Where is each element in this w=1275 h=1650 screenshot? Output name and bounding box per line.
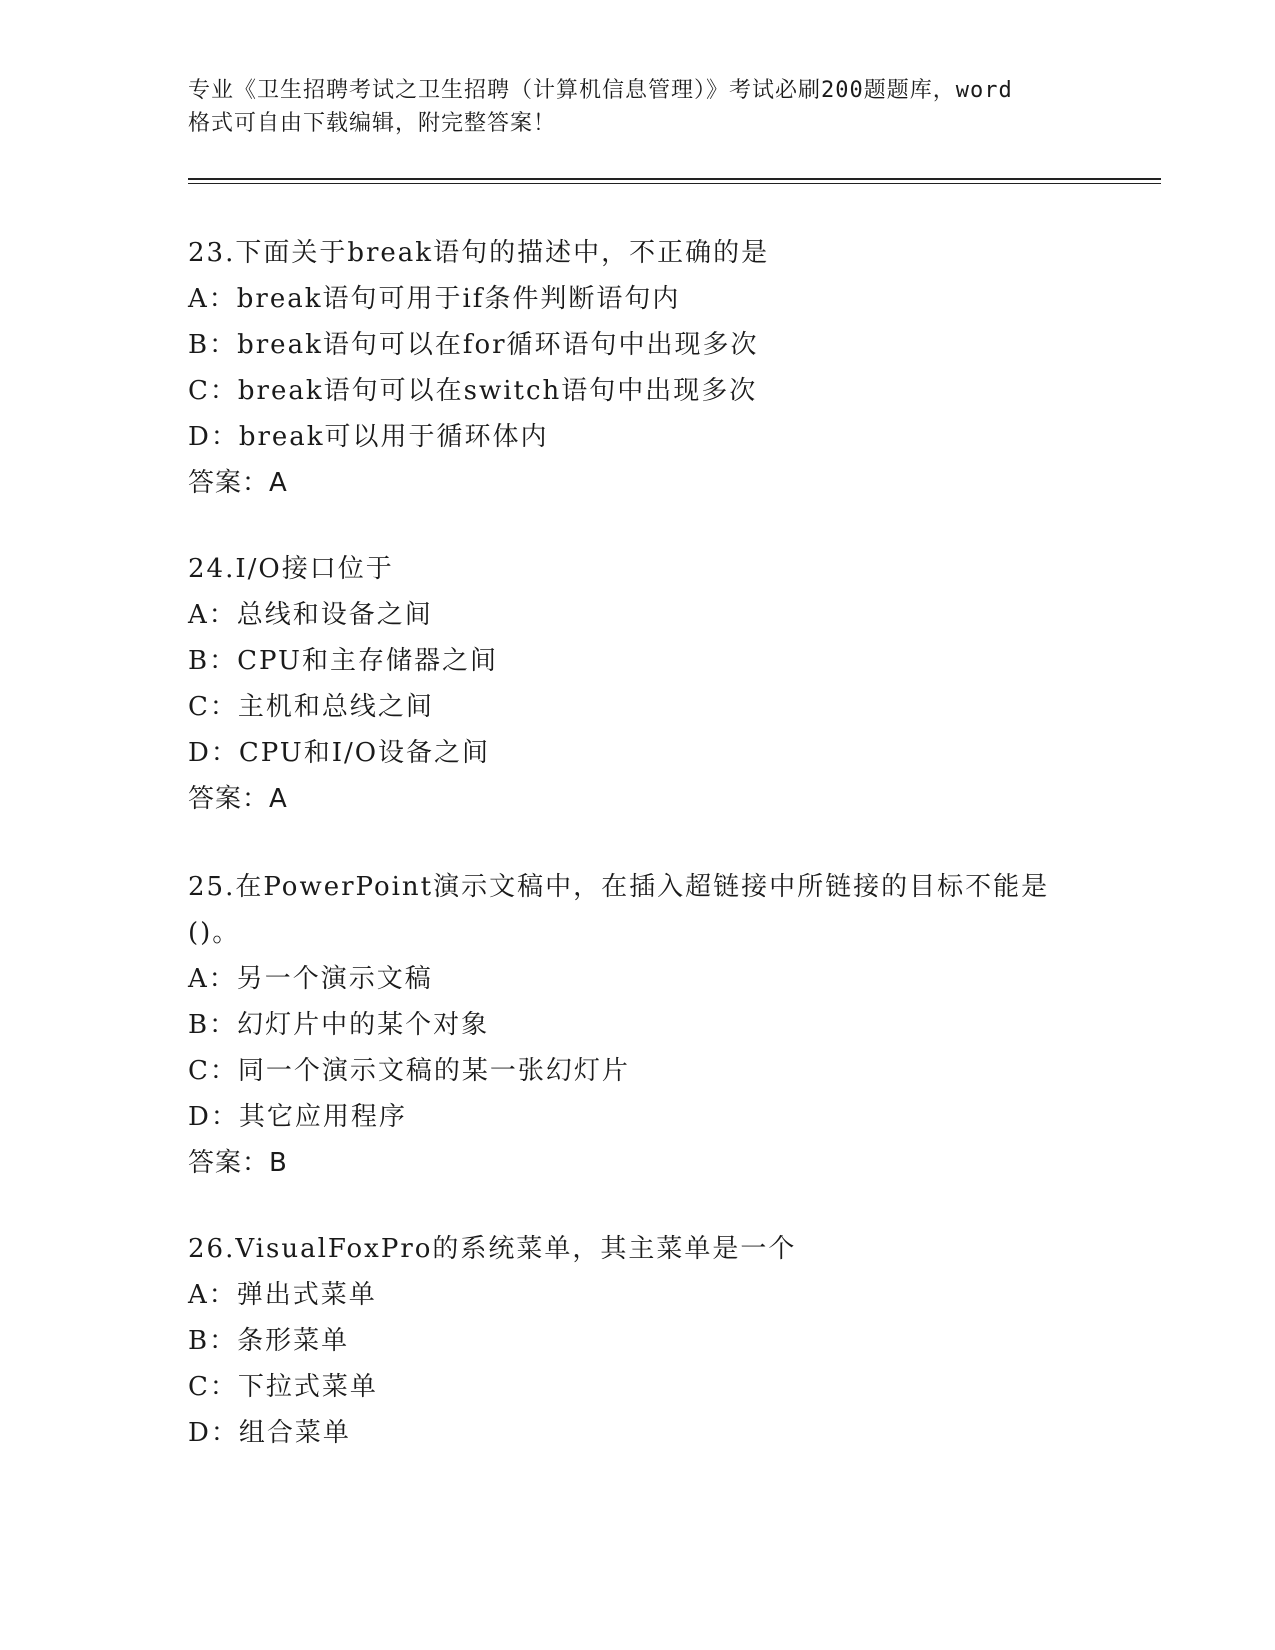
header-rule-thin <box>188 183 1161 184</box>
answer-label: 答案：B <box>188 1148 288 1178</box>
option-a: A：总线和设备之间 <box>188 600 433 630</box>
option-a: A：另一个演示文稿 <box>188 964 433 994</box>
option-a: A：break语句可用于if条件判断语句内 <box>188 284 681 314</box>
option-b: B：幻灯片中的某个对象 <box>188 1010 490 1040</box>
answer-label: 答案：A <box>188 784 288 814</box>
header-line-2: 格式可自由下载编辑，附完整答案！ <box>188 111 557 136</box>
option-d: D：其它应用程序 <box>188 1102 407 1132</box>
answer-label: 答案：A <box>188 468 288 498</box>
option-b: B：break语句可以在for循环语句中出现多次 <box>188 330 759 360</box>
option-b: B：条形菜单 <box>188 1326 350 1356</box>
option-d: D：break可以用于循环体内 <box>188 422 549 452</box>
document-header <box>188 74 1088 140</box>
option-c: C：同一个演示文稿的某一张幻灯片 <box>188 1056 630 1086</box>
question-stem: 23.下面关于break语句的描述中，不正确的是 <box>188 238 770 268</box>
option-d: D：CPU和I/O设备之间 <box>188 738 491 768</box>
option-a: A：弹出式菜单 <box>188 1280 377 1310</box>
header-line-1: 专业《卫生招聘考试之卫生招聘（计算机信息管理）》考试必刷200题题库，word <box>188 78 1013 103</box>
question-stem: 26.VisualFoxPro的系统菜单，其主菜单是一个 <box>188 1234 797 1264</box>
option-d: D：组合菜单 <box>188 1418 351 1448</box>
question-stem-continued: ()。 <box>188 918 241 948</box>
header-rule-thick <box>188 178 1161 180</box>
question-stem: 24.I/O接口位于 <box>188 554 394 584</box>
question-stem: 25.在PowerPoint演示文稿中，在插入超链接中所链接的目标不能是 <box>188 872 1050 902</box>
question-24 <box>188 546 1088 822</box>
option-c: C：主机和总线之间 <box>188 692 434 722</box>
question-23 <box>188 230 1088 506</box>
option-b: B：CPU和主存储器之间 <box>188 646 498 676</box>
question-25 <box>188 864 1088 1186</box>
question-26 <box>188 1226 1088 1456</box>
option-c: C：下拉式菜单 <box>188 1372 378 1402</box>
option-c: C：break语句可以在switch语句中出现多次 <box>188 376 758 406</box>
